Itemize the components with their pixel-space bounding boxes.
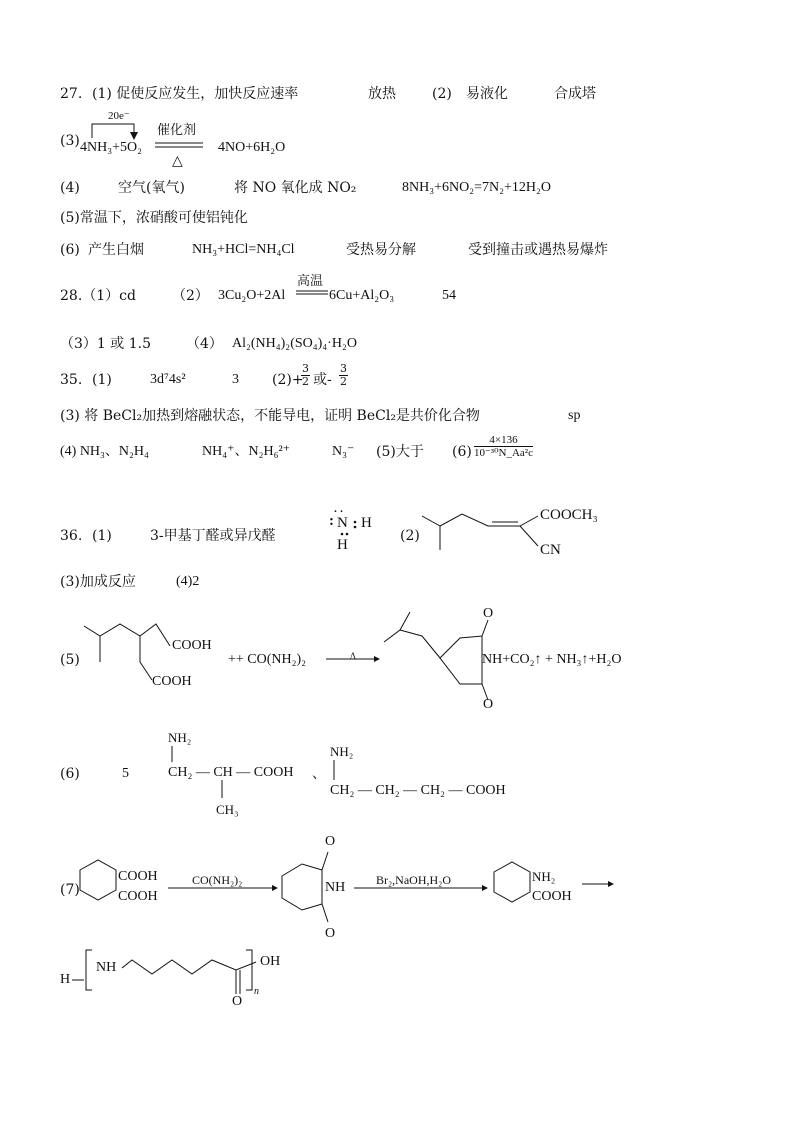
q35-or: 或- [313,372,332,388]
cyano-group: CN [540,542,561,558]
carbonyl-o-bottom: O [483,697,494,712]
imide-nh: NH [325,880,346,895]
q27-answer-1: (1) 促使反应发生，加快反应速率 [92,86,299,102]
q28-answer-4: Al₂(NH₄)₂(SO₄)₄·H₂O [232,336,357,351]
q27-label-2: (2) [432,86,452,102]
q35-answer-1a: 3d⁷4s² [150,372,186,387]
reagent-hofmann: Br₂,NaOH,H₂O [376,873,452,887]
q35-answer-4c: N₃⁻ [332,444,355,459]
q28-answer-1: 28.（1）cd [60,288,136,304]
polymer-o: O [232,994,243,1009]
catalyst-label: 催化剂 [157,123,197,138]
q27-answer-5: (5)常温下，浓硝酸可使铝钝化 [60,210,248,226]
q27-answer-2a: 易液化 [466,86,508,102]
imide-o-top: O [325,834,336,849]
q36-label-1: (1) [92,528,112,544]
heat-symbol: △ [172,153,183,169]
q28-label-2: （2） [172,288,209,304]
q36-label-2: (2) [400,528,420,544]
nitrogen-atom: N [337,515,348,531]
carboxyl-2: COOH [152,674,192,689]
q35-label-1: (1) [92,372,112,388]
electron-transfer-label: 20e⁻ [108,110,130,122]
q28-products: 6Cu+Al₂O₃ [329,288,395,303]
ring-carboxyl-2: COOH [118,889,158,904]
q36-label-6: (6) [60,766,80,782]
q28-label-4: （4） [186,336,223,352]
q35-answer-1b: 3 [232,372,239,387]
hydrogen-atom-1: H [361,515,372,531]
q28-answer-3: （3）1 或 1.5 [60,336,151,352]
ring-amino: NH₂ [532,869,556,884]
q36-answer-6-count: 5 [122,766,129,781]
isomer-a-chain: CH₂ — CH — COOH [168,765,294,780]
reagent-urea: CO(NH₂)₂ [192,873,243,887]
q35-answer-4b: NH₄⁺、N₂H₆²⁺ [202,444,291,459]
amino-group-a: NH₂ [168,730,192,745]
q35-answer-4a: (4) NH₃、N₂H₄ [60,444,149,459]
q36-number: 36. [60,528,83,544]
q35-answer-3: (3) 将 BeCl₂加热到熔融状态，不能导电，证明 BeCl₂是共价化合物 [60,408,480,424]
fraction-2-denominator: 2 [340,375,347,388]
q36-answer-4: (4)2 [176,574,200,589]
q36-answer-3: (3)加成反应 [60,574,136,590]
ring-carboxyl-1: COOH [118,869,158,884]
polymer-oh: OH [260,954,281,969]
q27-answer-6b: NH₃+HCl=NH₄Cl [192,242,295,257]
fraction-6-numerator: 4×136 [474,434,533,447]
fraction-1-denominator: 2 [302,375,309,388]
q27-answer-1b: 放热 [368,86,396,102]
lone-pair-dots: ·· [333,504,345,520]
q35-number: 35. [60,372,83,388]
q36-label-7: (7) [60,882,80,898]
q27-label-3: (3) [60,133,80,149]
fraction-2-numerator: 3 [340,362,347,375]
q27-answer-6c: 受热易分解 [346,242,416,258]
q35-answer-5: (5)大于 [376,444,424,460]
imide-o-bottom: O [325,926,336,941]
q28-reactants: 3Cu₂O+2Al [218,288,286,303]
fraction-1-numerator: 3 [302,362,309,375]
high-temp-label: 高温 [297,274,324,289]
isomer-b-chain: CH₂ — CH₂ — CH₂ — COOH [330,783,506,798]
q36-products-5: NH+CO₂↑ + NH₃↑+H₂O [482,652,622,667]
q27-reactants: 4NH₃+5O₂ [80,140,142,155]
q35-label-6: (6) [452,444,472,460]
q36-label-5: (5) [60,652,80,668]
fraction-6-denominator: 10⁻³⁰N_Aa²c [474,447,533,459]
lone-pair-colon: : [329,513,334,529]
q27-label-4: (4) [60,180,80,196]
carbonyl-o-top: O [483,606,494,621]
q27-number: 27. [60,86,83,102]
polymer-h: H [60,972,71,987]
separator: 、 [312,766,326,782]
q35-answer-3b: sp [568,408,581,423]
q27-answer-4a: 空气(氧气) [118,180,185,196]
q27-answer-6a: 产生白烟 [88,242,144,258]
q27-products: 4NO+6H₂O [218,140,286,155]
methyl-group: CH₃ [216,802,239,817]
carboxyl-1: COOH [172,638,212,653]
heat-condition: Δ [350,651,356,661]
hydrogen-atom-2: H [337,537,348,553]
q28-answer-2b: 54 [442,288,456,303]
polymer-nh: NH [96,960,117,975]
q27-answer-6d: 受到撞击或遇热易爆炸 [468,242,608,258]
q27-answer-2b: 合成塔 [554,86,596,102]
amino-group-b: NH₂ [330,744,354,759]
urea-reagent: ++ CO(NH₂)₂ [228,652,307,667]
q27-label-6: (6) [60,242,80,258]
ring-carboxyl-3: COOH [532,889,572,904]
polymer-n-subscript: n [254,986,259,997]
q36-answer-1: 3-甲基丁醛或异戊醛 [150,528,276,544]
ester-group: COOCH₃ [540,507,598,523]
q27-answer-4c: 8NH₃+6NO₂=7N₂+12H₂O [402,180,551,195]
q27-answer-4b: 将 NO 氧化成 NO₂ [234,180,357,196]
q35-label-2: (2)+ [272,372,304,388]
